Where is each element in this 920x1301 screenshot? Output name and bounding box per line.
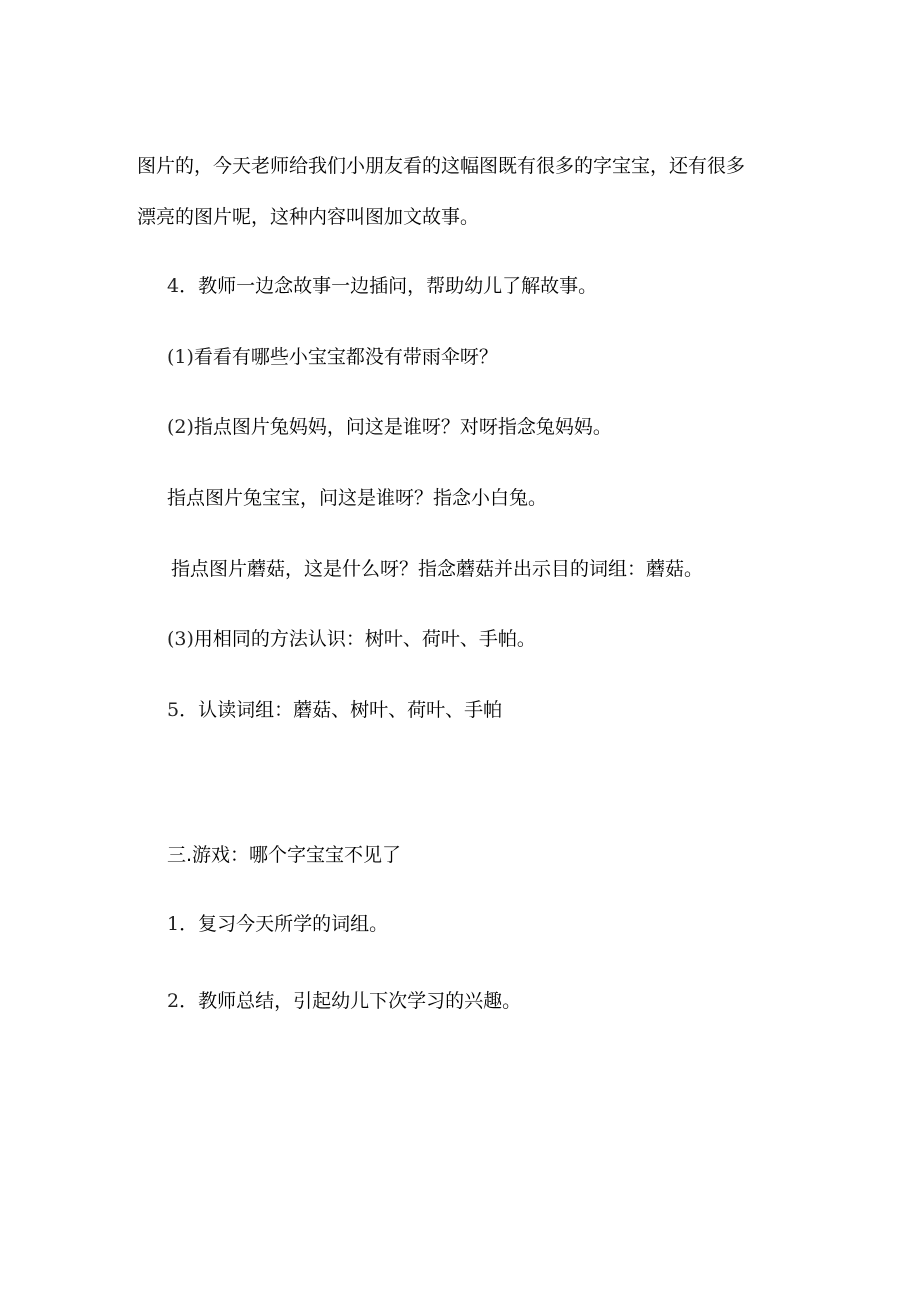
game-step-2 <box>167 988 521 1014</box>
paragraph-line-2: 漂亮的图片呢，这种内容叫图加文故事。 <box>137 206 480 228</box>
sub-item-2-text: 指点图片兔妈妈，问这是谁呀？对呀指念兔妈妈。 <box>193 416 612 438</box>
sub-item-1 <box>167 344 498 370</box>
sub-item-1-text: 看看有哪些小宝宝都没有带雨伞呀？ <box>193 346 498 368</box>
game-step-2-text: ．教师总结，引起幼儿下次学习的兴趣。 <box>179 990 522 1012</box>
step-4-text: ．教师一边念故事一边插问，帮助幼儿了解故事。 <box>179 275 598 297</box>
mushroom-line: 指点图片蘑菇，这是什么呀？指念蘑菇并出示目的词组：蘑菇。 <box>171 558 704 580</box>
paragraph-line-1: 图片的，今天老师给我们小朋友看的这幅图既有很多的字宝宝，还有很多 <box>137 155 746 177</box>
section-3-heading: 三.游戏：哪个字宝宝不见了 <box>167 844 402 866</box>
rabbit-line: 指点图片兔宝宝，问这是谁呀？指念小白兔。 <box>167 487 548 509</box>
step-4 <box>167 273 597 299</box>
sub-item-2-number: (2) <box>167 416 194 438</box>
step-5 <box>167 697 502 723</box>
game-step-1 <box>167 911 388 937</box>
step-4-number: 4 <box>167 275 180 297</box>
sub-item-3 <box>167 626 536 652</box>
game-step-2-number: 2 <box>167 990 180 1012</box>
sub-item-2 <box>167 414 612 440</box>
sub-item-3-number: (3) <box>167 628 194 650</box>
sub-item-1-number: (1) <box>167 346 194 368</box>
sub-item-3-text: 用相同的方法认识：树叶、荷叶、手帕。 <box>193 628 536 650</box>
step-5-number: 5 <box>167 699 180 721</box>
game-step-1-text: ．复习今天所学的词组。 <box>179 913 389 935</box>
game-step-1-number: 1 <box>167 913 180 935</box>
step-5-text: ．认读词组：蘑菇、树叶、荷叶、手帕 <box>179 699 503 721</box>
